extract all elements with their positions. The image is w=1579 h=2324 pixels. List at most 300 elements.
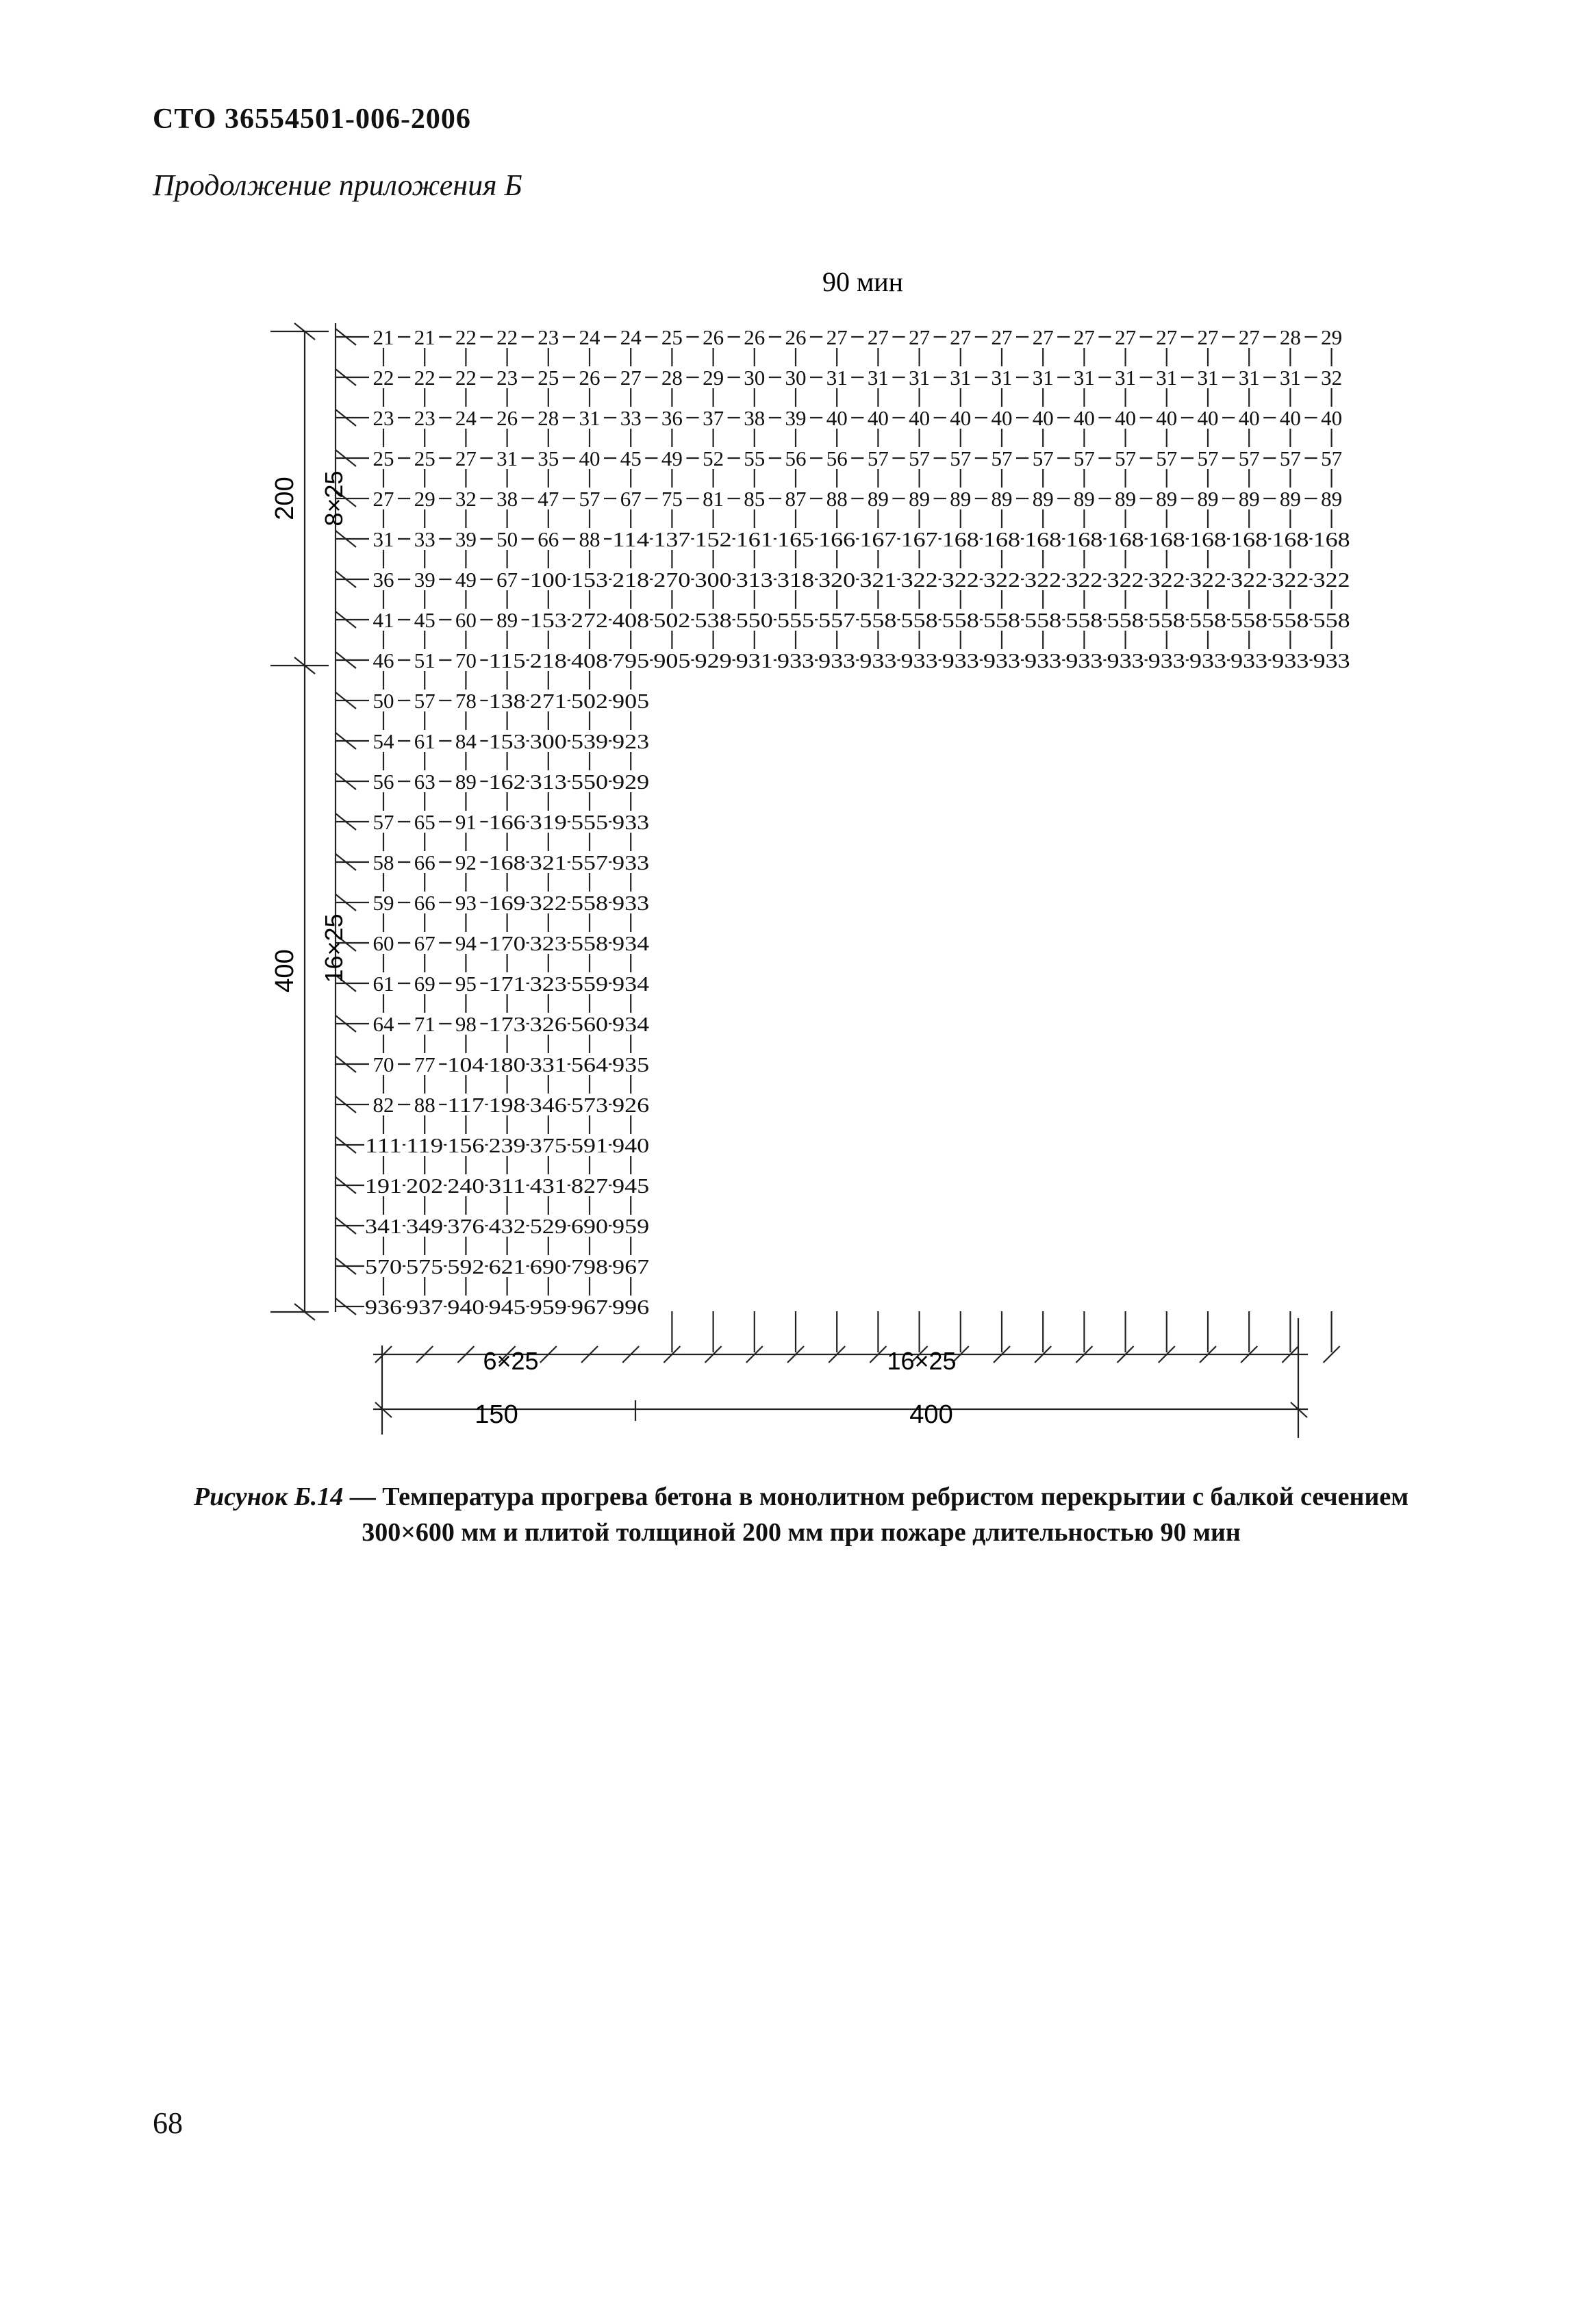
slab-temperature-cell: 318 [777,568,814,592]
slab-temperature-cell: 137 [653,527,691,551]
slab-temperature-cell: 931 [735,648,773,672]
slab-temperature-cell: 933 [983,648,1020,672]
slab-temperature-cell: 31 [1032,366,1054,390]
rib-temperature-cell: 300 [529,729,567,753]
slab-temperature-cell: 56 [826,446,848,470]
slab-temperature-cell: 31 [950,366,972,390]
slab-temperature-cell: 23 [538,325,559,349]
slab-temperature-cell: 905 [653,648,691,672]
dim-rib-width: 150 [475,1400,518,1429]
rib-temperature-cell: 88 [414,1093,435,1117]
slab-temperature-cell: 322 [1024,568,1062,592]
slab-temperature-cell: 25 [372,446,394,470]
slab-temperature-cell: 23 [372,406,394,430]
rib-temperature-cell: 557 [571,850,608,874]
rib-temperature-cell: 933 [612,850,650,874]
slab-temperature-cell: 27 [372,487,394,511]
slab-temperature-cell: 52 [703,446,724,470]
slab-temperature-cell: 57 [1073,446,1095,470]
slab-temperature-cell: 165 [777,527,814,551]
slab-temperature-cell: 89 [909,487,931,511]
rib-temperature-cell: 138 [488,689,526,713]
rib-temperature-cell: 311 [488,1174,526,1198]
slab-temperature-cell: 22 [372,366,394,390]
rib-temperature-cell: 432 [488,1214,526,1238]
dim-slab-grid: 8×25 [320,470,348,527]
slab-temperature-cell: 57 [950,446,972,470]
rib-temperature-cell: 56 [372,770,394,794]
rib-temperature-cell: 923 [612,729,650,753]
rib-temperature-cell: 945 [488,1295,526,1319]
slab-temperature-cell: 29 [1321,325,1343,349]
slab-temperature-cell: 933 [1107,648,1144,672]
slab-temperature-cell: 40 [1238,406,1260,430]
slab-temperature-cell: 270 [653,568,691,592]
slab-temperature-cell: 22 [496,325,518,349]
rib-temperature-cell: 323 [529,972,567,996]
slab-temperature-cell: 57 [1321,446,1343,470]
rib-temperature-cell: 690 [571,1214,608,1238]
slab-temperature-cell: 933 [1024,648,1062,672]
rib-temperature-cell: 798 [571,1254,608,1278]
slab-temperature-cell: 39 [785,406,807,430]
rib-temperature-cell: 119 [406,1133,444,1157]
rib-temperature-cell: 349 [406,1214,444,1238]
slab-temperature-cell: 26 [579,366,601,390]
slab-temperature-cell: 40 [1279,406,1301,430]
rib-temperature-cell: 59 [372,891,394,915]
slab-temperature-cell: 538 [694,608,732,632]
slab-temperature-cell: 40 [950,406,972,430]
slab-temperature-cell: 33 [620,406,642,430]
slab-temperature-cell: 33 [414,527,435,551]
slab-temperature-cell: 66 [538,527,559,551]
slab-temperature-cell: 27 [1156,325,1178,349]
slab-temperature-cell: 21 [372,325,394,349]
slab-temperature-cell: 153 [571,568,608,592]
rib-temperature-cell: 926 [612,1093,650,1117]
slab-temperature-cell: 558 [1024,608,1062,632]
slab-temperature-cell: 81 [703,487,724,511]
slab-temperature-cell: 558 [1313,608,1350,632]
slab-temperature-cell: 218 [529,648,567,672]
slab-temperature-cell: 31 [496,446,518,470]
slab-temperature-cell: 321 [859,568,897,592]
slab-temperature-cell: 152 [694,527,732,551]
time-label: 90 мин [822,266,904,297]
slab-temperature-cell: 21 [414,325,435,349]
rib-temperature-cell: 319 [529,810,567,834]
slab-temperature-cell: 87 [785,487,807,511]
slab-temperature-cell: 40 [867,406,889,430]
rib-temperature-cell: 50 [372,689,394,713]
slab-temperature-cell: 166 [818,527,856,551]
rib-temperature-cell: 64 [372,1012,394,1036]
slab-temperature-cell: 89 [867,487,889,511]
rib-temperature-cell: 827 [571,1174,608,1198]
slab-temperature-cell: 795 [612,648,650,672]
rib-temperature-cell: 967 [571,1295,608,1319]
slab-temperature-cell: 85 [744,487,766,511]
slab-temperature-cell: 408 [612,608,650,632]
slab-temperature-cell: 32 [1321,366,1343,390]
rib-temperature-cell: 92 [455,850,477,874]
rib-temperature-cell: 934 [612,972,650,996]
slab-temperature-cell: 557 [818,608,856,632]
rib-temperature-cell: 84 [455,729,477,753]
rib-temperature-cell: 322 [529,891,567,915]
rib-temperature-cell: 61 [414,729,435,753]
slab-temperature-cell: 168 [1189,527,1226,551]
slab-temperature-cell: 168 [1313,527,1350,551]
slab-temperature-cell: 89 [1279,487,1301,511]
rib-temperature-cell: 98 [455,1012,477,1036]
dim-rib-height: 400 [270,949,299,993]
slab-temperature-cell: 933 [1148,648,1185,672]
slab-temperature-cell: 100 [529,568,567,592]
slab-temperature-cell: 57 [1197,446,1219,470]
rib-temperature-cell: 191 [365,1174,402,1198]
rib-temperature-cell: 555 [571,810,608,834]
rib-temperature-cell: 940 [612,1133,650,1157]
slab-temperature-cell: 37 [703,406,724,430]
dim-rib-width-grid: 6×25 [483,1347,539,1375]
rib-temperature-cell: 323 [529,931,567,955]
slab-temperature-cell: 933 [900,648,938,672]
slab-temperature-cell: 272 [571,608,608,632]
slab-temperature-cell: 31 [867,366,889,390]
slab-temperature-cell: 115 [488,648,526,672]
slab-temperature-cell: 57 [579,487,601,511]
dim-slab-height: 200 [270,477,299,520]
rib-temperature-cell: 558 [571,931,608,955]
slab-temperature-cell: 322 [942,568,979,592]
slab-temperature-cell: 933 [1230,648,1268,672]
rib-temperature-cell: 162 [488,770,526,794]
slab-temperature-cell: 558 [1107,608,1144,632]
slab-temperature-cell: 22 [455,325,477,349]
slab-temperature-cell: 56 [785,446,807,470]
slab-temperature-cell: 25 [661,325,683,349]
rib-temperature-cell: 202 [406,1174,444,1198]
rib-temperature-cell: 375 [529,1133,567,1157]
slab-temperature-cell: 31 [372,527,394,551]
rib-temperature-cell: 313 [529,770,567,794]
rib-temperature-cell: 529 [529,1214,567,1238]
slab-temperature-cell: 40 [826,406,848,430]
rib-temperature-cell: 326 [529,1012,567,1036]
rib-temperature-cell: 170 [488,931,526,955]
slab-temperature-cell: 322 [1272,568,1309,592]
figure-caption-text: — Температура прогрева бетона в монолитном ребристом перекрытии с балкой сечением 300×600 мм и плитой толщиной 200 мм при пожаре длительностью 90 мин [343,1482,1409,1547]
rib-temperature-cell: 70 [372,1052,394,1076]
rib-temperature-cell: 539 [571,729,608,753]
slab-temperature-cell: 29 [703,366,724,390]
slab-temperature-cell: 558 [859,608,897,632]
slab-temperature-cell: 31 [1073,366,1095,390]
rib-temperature-cell: 58 [372,850,394,874]
slab-temperature-cell: 47 [538,487,559,511]
rib-temperature-cell: 929 [612,770,650,794]
slab-temperature-cell: 114 [612,527,650,551]
rib-temperature-cell: 82 [372,1093,394,1117]
slab-temperature-cell: 27 [620,366,642,390]
rib-temperature-cell: 937 [406,1295,444,1319]
slab-temperature-cell: 322 [1107,568,1144,592]
rib-temperature-cell: 502 [571,689,608,713]
rib-temperature-cell: 690 [529,1254,567,1278]
rib-temperature-cell: 111 [365,1133,402,1157]
rib-temperature-cell: 71 [414,1012,435,1036]
rib-temperature-cell: 54 [372,729,394,753]
slab-temperature-cell: 50 [496,527,518,551]
slab-temperature-cell: 31 [909,366,931,390]
slab-temperature-cell: 31 [1279,366,1301,390]
rib-temperature-cell: 171 [488,972,526,996]
slab-temperature-cell: 89 [1321,487,1343,511]
slab-temperature-cell: 558 [900,608,938,632]
slab-temperature-cell: 57 [1156,446,1178,470]
slab-temperature-cell: 933 [1065,648,1103,672]
slab-temperature-cell: 31 [991,366,1013,390]
slab-temperature-cell: 89 [1197,487,1219,511]
rib-temperature-cell: 57 [414,689,435,713]
slab-temperature-cell: 45 [414,608,435,632]
slab-temperature-cell: 31 [1238,366,1260,390]
slab-temperature-cell: 167 [859,527,897,551]
slab-temperature-cell: 550 [735,608,773,632]
slab-temperature-cell: 27 [1073,325,1095,349]
slab-temperature-cell: 168 [1272,527,1309,551]
rib-temperature-cell: 321 [529,850,567,874]
slab-temperature-cell: 27 [867,325,889,349]
slab-temperature-cell: 49 [661,446,683,470]
slab-temperature-cell: 39 [455,527,477,551]
slab-temperature-cell: 89 [1238,487,1260,511]
slab-temperature-cell: 300 [694,568,732,592]
slab-temperature-cell: 32 [455,487,477,511]
slab-temperature-cell: 555 [777,608,814,632]
slab-temperature-cell: 31 [1115,366,1137,390]
rib-temperature-cell: 63 [414,770,435,794]
slab-temperature-cell: 31 [1197,366,1219,390]
rib-temperature-cell: 198 [488,1093,526,1117]
slab-temperature-cell: 558 [1272,608,1309,632]
slab-temperature-cell: 49 [455,568,477,592]
rib-temperature-cell: 934 [612,1012,650,1036]
slab-temperature-cell: 27 [909,325,931,349]
slab-temperature-cell: 25 [538,366,559,390]
slab-temperature-cell: 26 [744,325,766,349]
rib-temperature-cell: 153 [488,729,526,753]
slab-temperature-cell: 24 [455,406,477,430]
slab-temperature-cell: 28 [661,366,683,390]
document-code: СТО 36554501-006-2006 [153,103,471,135]
slab-temperature-cell: 57 [909,446,931,470]
slab-temperature-cell: 22 [414,366,435,390]
slab-temperature-cell: 22 [455,366,477,390]
rib-temperature-cell: 591 [571,1133,608,1157]
slab-temperature-cell: 40 [1156,406,1178,430]
slab-temperature-cell: 933 [1189,648,1226,672]
slab-temperature-cell: 168 [983,527,1020,551]
rib-temperature-cell: 95 [455,972,477,996]
slab-temperature-cell: 153 [529,608,567,632]
slab-temperature-cell: 322 [1065,568,1103,592]
slab-temperature-cell: 218 [612,568,650,592]
slab-temperature-cell: 40 [1321,406,1343,430]
slab-temperature-cell: 38 [744,406,766,430]
page-number: 68 [153,2106,183,2140]
rib-temperature-cell: 117 [447,1093,485,1117]
rib-temperature-cell: 341 [365,1214,402,1238]
slab-temperature-cell: 57 [867,446,889,470]
rib-temperature-cell: 945 [612,1174,650,1198]
appendix-subtitle: Продолжение приложения Б [153,168,522,202]
slab-temperature-cell: 322 [1148,568,1185,592]
rib-temperature-cell: 93 [455,891,477,915]
rib-temperature-cell: 60 [372,931,394,955]
slab-temperature-cell: 39 [414,568,435,592]
slab-temperature-cell: 23 [496,366,518,390]
slab-temperature-cell: 89 [991,487,1013,511]
slab-temperature-cell: 558 [1230,608,1268,632]
slab-temperature-cell: 408 [571,648,608,672]
slab-temperature-cell: 27 [1032,325,1054,349]
slab-temperature-cell: 28 [1279,325,1301,349]
slab-temperature-cell: 31 [1156,366,1178,390]
slab-temperature-cell: 322 [983,568,1020,592]
rib-temperature-cell: 57 [372,810,394,834]
slab-temperature-cell: 40 [1115,406,1137,430]
slab-temperature-cell: 27 [1197,325,1219,349]
slab-temperature-cell: 30 [785,366,807,390]
rib-temperature-cell: 967 [612,1254,650,1278]
rib-temperature-cell: 77 [414,1052,435,1076]
slab-temperature-cell: 89 [1032,487,1054,511]
rib-temperature-cell: 575 [406,1254,444,1278]
rib-temperature-cell: 592 [447,1254,485,1278]
slab-temperature-cell: 26 [785,325,807,349]
rib-temperature-cell: 959 [612,1214,650,1238]
rib-temperature-cell: 621 [488,1254,526,1278]
slab-temperature-cell: 558 [1065,608,1103,632]
rib-temperature-cell: 65 [414,810,435,834]
dim-rib-grid: 16×25 [320,913,348,983]
rib-temperature-cell: 560 [571,1012,608,1036]
rib-temperature-cell: 935 [612,1052,650,1076]
slab-temperature-cell: 60 [455,608,477,632]
rib-temperature-cell: 94 [455,931,477,955]
slab-temperature-cell: 31 [579,406,601,430]
slab-temperature-cell: 322 [1313,568,1350,592]
slab-temperature-cell: 51 [414,648,435,672]
slab-temperature-cell: 558 [1148,608,1185,632]
slab-temperature-cell: 57 [991,446,1013,470]
slab-temperature-cell: 35 [538,446,559,470]
slab-temperature-cell: 40 [1197,406,1219,430]
dim-slab-width-grid: 16×25 [887,1347,957,1375]
slab-temperature-cell: 27 [455,446,477,470]
slab-temperature-cell: 26 [496,406,518,430]
slab-temperature-cell: 167 [900,527,938,551]
slab-temperature-cell: 55 [744,446,766,470]
rib-temperature-cell: 61 [372,972,394,996]
rib-temperature-cell: 996 [612,1295,650,1319]
rib-temperature-cell: 376 [447,1214,485,1238]
slab-temperature-cell: 29 [414,487,435,511]
slab-temperature-cell: 45 [620,446,642,470]
slab-temperature-cell: 24 [579,325,601,349]
rib-temperature-cell: 933 [612,891,650,915]
slab-temperature-cell: 322 [1189,568,1226,592]
rib-temperature-cell: 91 [455,810,477,834]
slab-temperature-cell: 36 [661,406,683,430]
slab-temperature-cell: 89 [1156,487,1178,511]
slab-temperature-cell: 27 [950,325,972,349]
rib-temperature-cell: 905 [612,689,650,713]
rib-temperature-cell: 168 [488,850,526,874]
slab-temperature-cell: 89 [1115,487,1137,511]
slab-temperature-cell: 933 [1313,648,1350,672]
rib-temperature-cell: 940 [447,1295,485,1319]
rib-temperature-cell: 239 [488,1133,526,1157]
slab-temperature-cell: 27 [1115,325,1137,349]
rib-temperature-cell: 573 [571,1093,608,1117]
slab-temperature-cell: 320 [818,568,856,592]
rib-temperature-cell: 346 [529,1093,567,1117]
slab-temperature-cell: 558 [942,608,979,632]
slab-temperature-cell: 67 [620,487,642,511]
rib-temperature-cell: 564 [571,1052,609,1076]
slab-temperature-cell: 41 [372,608,394,632]
rib-temperature-cell: 558 [571,891,608,915]
rib-temperature-cell: 104 [447,1052,485,1076]
slab-temperature-cell: 933 [1272,648,1309,672]
rib-temperature-cell: 89 [455,770,477,794]
slab-temperature-cell: 38 [496,487,518,511]
slab-temperature-cell: 67 [496,568,518,592]
slab-temperature-cell: 57 [1115,446,1137,470]
slab-temperature-cell: 933 [818,648,856,672]
rib-temperature-cell: 271 [529,689,567,713]
rib-temperature-cell: 936 [365,1295,402,1319]
slab-temperature-cell: 88 [579,527,601,551]
slab-temperature-cell: 28 [538,406,559,430]
slab-temperature-cell: 161 [735,527,773,551]
slab-temperature-cell: 40 [1073,406,1095,430]
rib-temperature-cell: 959 [529,1295,567,1319]
slab-temperature-cell: 46 [372,648,394,672]
slab-temperature-cell: 168 [942,527,979,551]
rib-temperature-cell: 331 [529,1052,567,1076]
rib-temperature-cell: 169 [488,891,526,915]
rib-temperature-cell: 69 [414,972,435,996]
slab-temperature-cell: 322 [900,568,938,592]
slab-temperature-cell: 313 [735,568,773,592]
rib-temperature-cell: 550 [571,770,608,794]
slab-temperature-cell: 168 [1230,527,1268,551]
slab-temperature-cell: 929 [694,648,732,672]
slab-temperature-cell: 502 [653,608,691,632]
slab-temperature-cell: 27 [991,325,1013,349]
slab-temperature-cell: 89 [950,487,972,511]
slab-temperature-cell: 36 [372,568,394,592]
dim-slab-width: 400 [909,1400,953,1429]
slab-temperature-cell: 933 [777,648,814,672]
slab-temperature-cell: 27 [1238,325,1260,349]
slab-temperature-cell: 322 [1230,568,1268,592]
